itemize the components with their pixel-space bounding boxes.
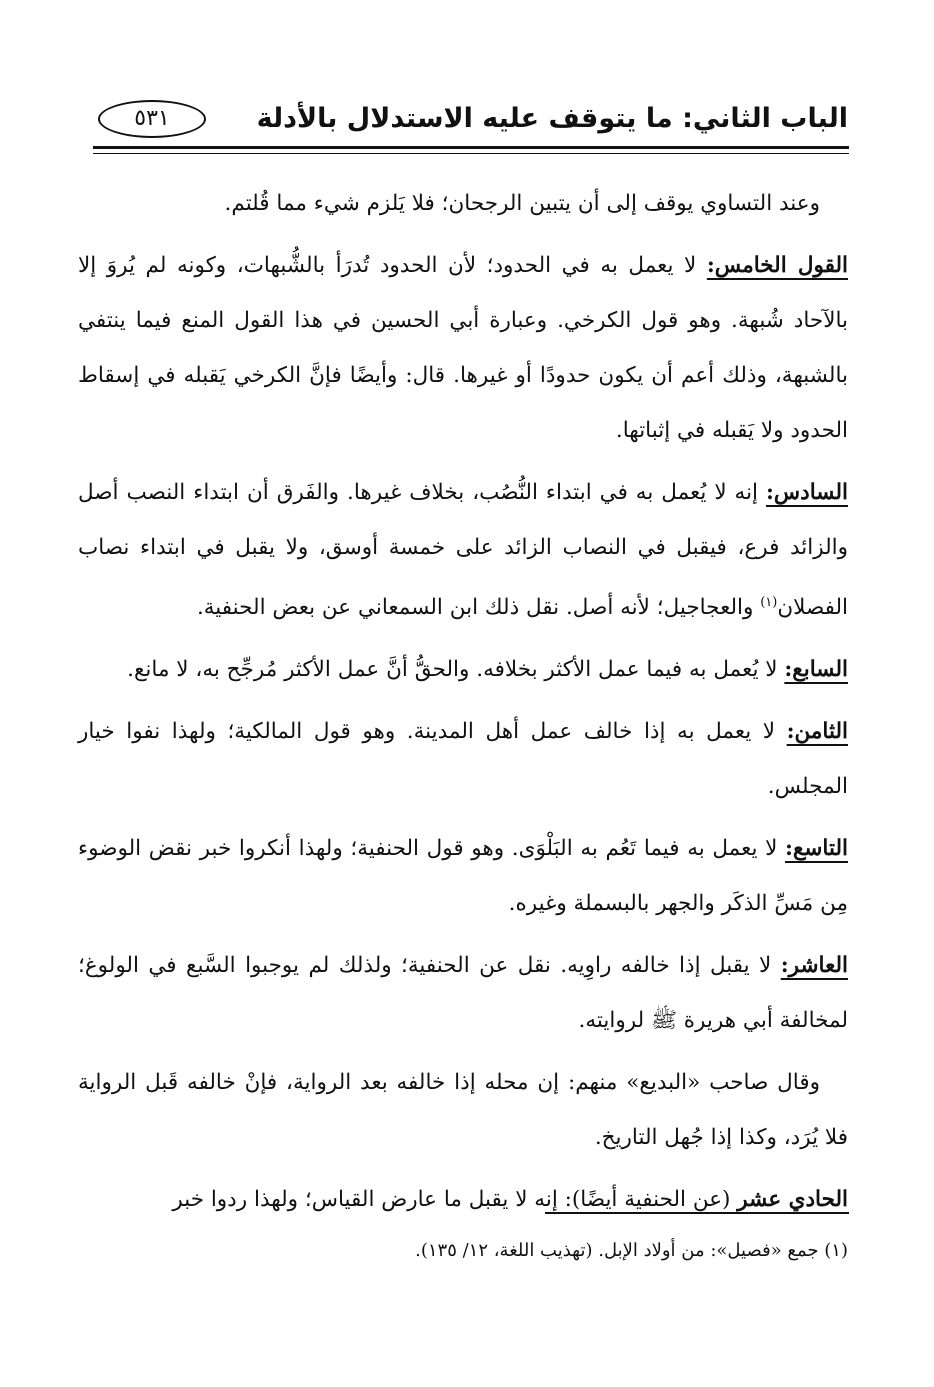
paragraph-badi-note (78, 1055, 848, 1165)
paragraph-text: لا يعمل به في الحدود؛ لأن الحدود تُدرَأ بالشُّبهات، وكونه لم يُروَ إلا بالآحاد شُبهة. وهو قول الكرخي. وعبارة أبي الحسين في هذا القول المنع فيما ينتفي بالشبهة، وذلك أعم أن يكون حدودًا أو غيرها. قال: وأيضًا فإنَّ الكرخي يَقبله في إسقاط الحدود ولا يَقبله في إثباتها. (78, 253, 848, 443)
paragraph-text: لا يعمل به إذا خالف عمل أهل المدينة. وهو قول المالكية؛ ولهذا نفوا خيار المجلس. (78, 719, 848, 800)
paragraph-tenth (78, 938, 848, 1048)
page-header (76, 96, 848, 148)
paragraph-text: وعند التساوي يوقف إلى أن يتبين الرجحان؛ فلا يَلزم شيء مما قُلتم. (224, 191, 820, 216)
section-term: الثامن: (786, 719, 848, 745)
paragraph-text: وقال صاحب «البديع» منهم: إن محله إذا خالفه بعد الرواية، فإنْ خالفه قَبل الرواية فلا يُرَد، وكذا إذا جُهل التاريخ. (78, 1070, 848, 1151)
section-term: السادس: (765, 480, 848, 505)
footnote-marker: (١) (760, 595, 778, 610)
section-term: الحادي عشر (737, 1187, 848, 1213)
section-term: القول الخامس: (706, 253, 848, 278)
paragraph-text: لا يُعمل به فيما عمل الأكثر بخلافه. والحقُّ أنَّ عمل الأكثر مُرجِّح به، لا مانع. (127, 657, 785, 683)
paragraph-seventh (78, 642, 848, 697)
paragraph-eleventh (78, 1172, 848, 1227)
paragraph-fifth-opinion (78, 238, 848, 458)
paragraph-sixth (78, 465, 848, 635)
section-term: العاشر: (780, 953, 848, 979)
footnote: (١) جمع «فصيل»: من أولاد الإبل. (تهذيب اللغة، ١٢/ ١٣٥). (415, 1240, 848, 1261)
paragraph-eighth (78, 704, 848, 814)
paragraph-continuation (78, 176, 848, 231)
paragraph-text: والعجاجيل؛ لأنه أصل. نقل ذلك ابن السمعاني عن بعض الحنفية. (196, 595, 761, 621)
paragraph-text: (عن الحنفية أيضًا): إنه لا يقبل ما عارض القياس؛ ولهذا ردوا خبر (172, 1187, 738, 1213)
paragraph-text: إنه لا يُعمل به في ابتداء النُّصُب، بخلاف غيرها. والفَرق أن ابتداء النصب أصل والزائد فرع، فيقبل في النصاب الزائد على خمسة أوسق، ولا يقبل في ابتداء نصاب الفصلان (78, 480, 848, 621)
header-rule-thin (93, 153, 849, 154)
header-rule-thick (93, 146, 849, 149)
chapter-title: الباب الثاني: ما يتوقف عليه الاستدلال بالأدلة (256, 103, 848, 134)
paragraph-text: لا يعمل به فيما تَعُم به البَلْوَى. وهو قول الحنفية؛ ولهذا أنكروا خبر نقض الوضوء مِن مَسِّ الذكَر والجهر بالبسملة وغيره. (78, 836, 848, 917)
paragraph-ninth (78, 821, 848, 931)
footnote-separator (545, 1212, 849, 1214)
section-term: السابع: (784, 657, 848, 683)
paragraph-text: لا يقبل إذا خالفه راوِيه. نقل عن الحنفية؛ ولذلك لم يوجبوا السَّبع في الولوغ؛ لمخالفة أبي هريرة ﷺ لروايته. (78, 953, 848, 1034)
section-term: التاسع: (785, 836, 848, 862)
page-number: ٥٣١ (98, 100, 206, 138)
page-body (78, 176, 848, 1234)
